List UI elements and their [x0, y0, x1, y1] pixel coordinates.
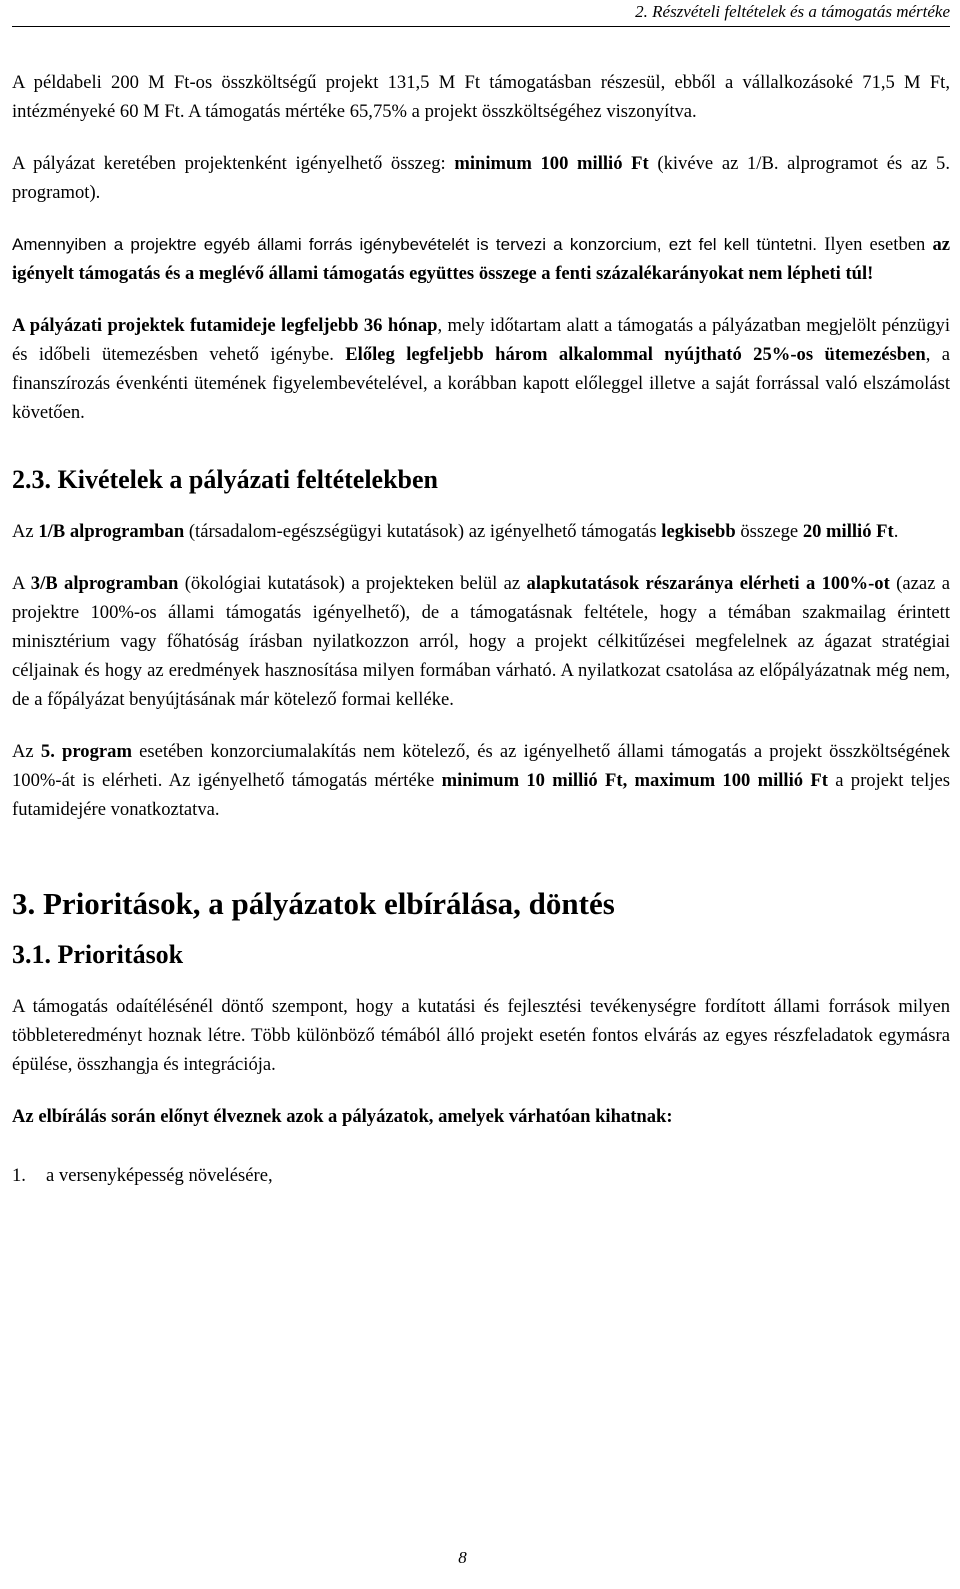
- paragraph-other-state-funds: Amennyiben a projektre egyéb állami forrás igénybevételét is tervezi a konzorcium, ezt fel kell tüntetni. Ilyen esetben az igényelt támogatás és a meglévő állami támogatás együttes összege a fenti százalékarányokat nem lépheti túl!: [12, 234, 951, 284]
- paragraph-3b-subprogram: A 3/B alprogramban (ökológiai kutatások) a projekteken belül az alapkutatások részaránya elérheti a 100%-ot (azaz a projektre 100%-os állami támogatás igényelhető), de a támogatásnak feltétele, hogy a témában szakmailag érintett minisztérium vagy főhatóság írásban nyilatkozzon arról, hogy a projekt célkitűzései megfelelnek az ágazat stratégiai céljainak és hogy az eredmények hasznosítása milyen formában várható. A nyilatkozat csatolása az előpályázatnak még nem, de a főpályázat benyújtásának már kötelező formai kelléke.: [12, 573, 950, 710]
- section-heading-3-1: 3.1. Prioritások: [12, 940, 184, 969]
- paragraph-program-5: Az 5. program esetében konzorciumalakítás nem kötelező, és az igényelhető állami támogatás a projekt összköltségének 100%-át is elérheti. Az igényelhető támogatás mértéke minimum 10 millió Ft, maximum 100 millió Ft a projekt teljes futamidejére vonatkoztatva.: [12, 741, 951, 820]
- paragraph-project-duration: A pályázati projektek futamideje legfeljebb 36 hónap, mely időtartam alatt a támogatás a pályázatban megjelölt pénzügyi és időbeli ütemezésben vehető igénybe. Előleg legfeljebb három alkalommal nyújtható 25%-os ütemezésben, a finanszírozás évenkénti ütemének figyelembevételével, a korábban kapott előleggel illetve a saját forrással való elszámolást követően.: [12, 315, 950, 423]
- paragraph-1b-subprogram: Az 1/B alprogramban (társadalom-egészségügyi kutatások) az igényelhető támogatás legkisebb összege 20 millió Ft.: [12, 521, 899, 542]
- paragraph-evaluation-intro: Az elbírálás során előnyt élveznek azok a pályázatok, amelyek várhatóan kihatnak:: [12, 1106, 673, 1127]
- paragraph-priorities: A támogatás odaítélésénél döntő szempont, hogy a kutatási és fejlesztési tevékenységre fordított állami források milyen többleteredményt hoznak létre. Több különböző témából álló projekt esetén fontos elvárás az egyes részfeladatok egymásra épülése, összhangja és integrációja.: [12, 996, 950, 1075]
- paragraph-example-budget: A példabeli 200 M Ft-os összköltségű projekt 131,5 M Ft támogatásban részesül, ebből a vállalkozásoké 71,5 M Ft, intézményeké 60 M Ft. A támogatás mértéke 65,75% a projekt összköltségéhez viszonyítva.: [12, 72, 950, 122]
- section-heading-2-3: 2.3. Kivételek a pályázati feltételekben: [12, 465, 439, 494]
- document-body: [12, 68, 950, 1190]
- paragraph-min-amount: A pályázat keretében projektenként igényelhető összeg: minimum 100 millió Ft (kivéve az 1/B. alprogramot és az 5. programot).: [12, 153, 950, 203]
- list-item: [12, 1161, 950, 1190]
- list-item-text: a versenyképesség növelésére,: [46, 1165, 273, 1186]
- running-header-title: 2. Részvételi feltételek és a támogatás mértéke: [635, 2, 950, 21]
- page-number: 8: [458, 1548, 467, 1567]
- running-header: [12, 0, 950, 27]
- section-heading-3: 3. Prioritások, a pályázatok elbírálása, döntés: [12, 886, 615, 921]
- list-item-number: 1.: [12, 1165, 26, 1186]
